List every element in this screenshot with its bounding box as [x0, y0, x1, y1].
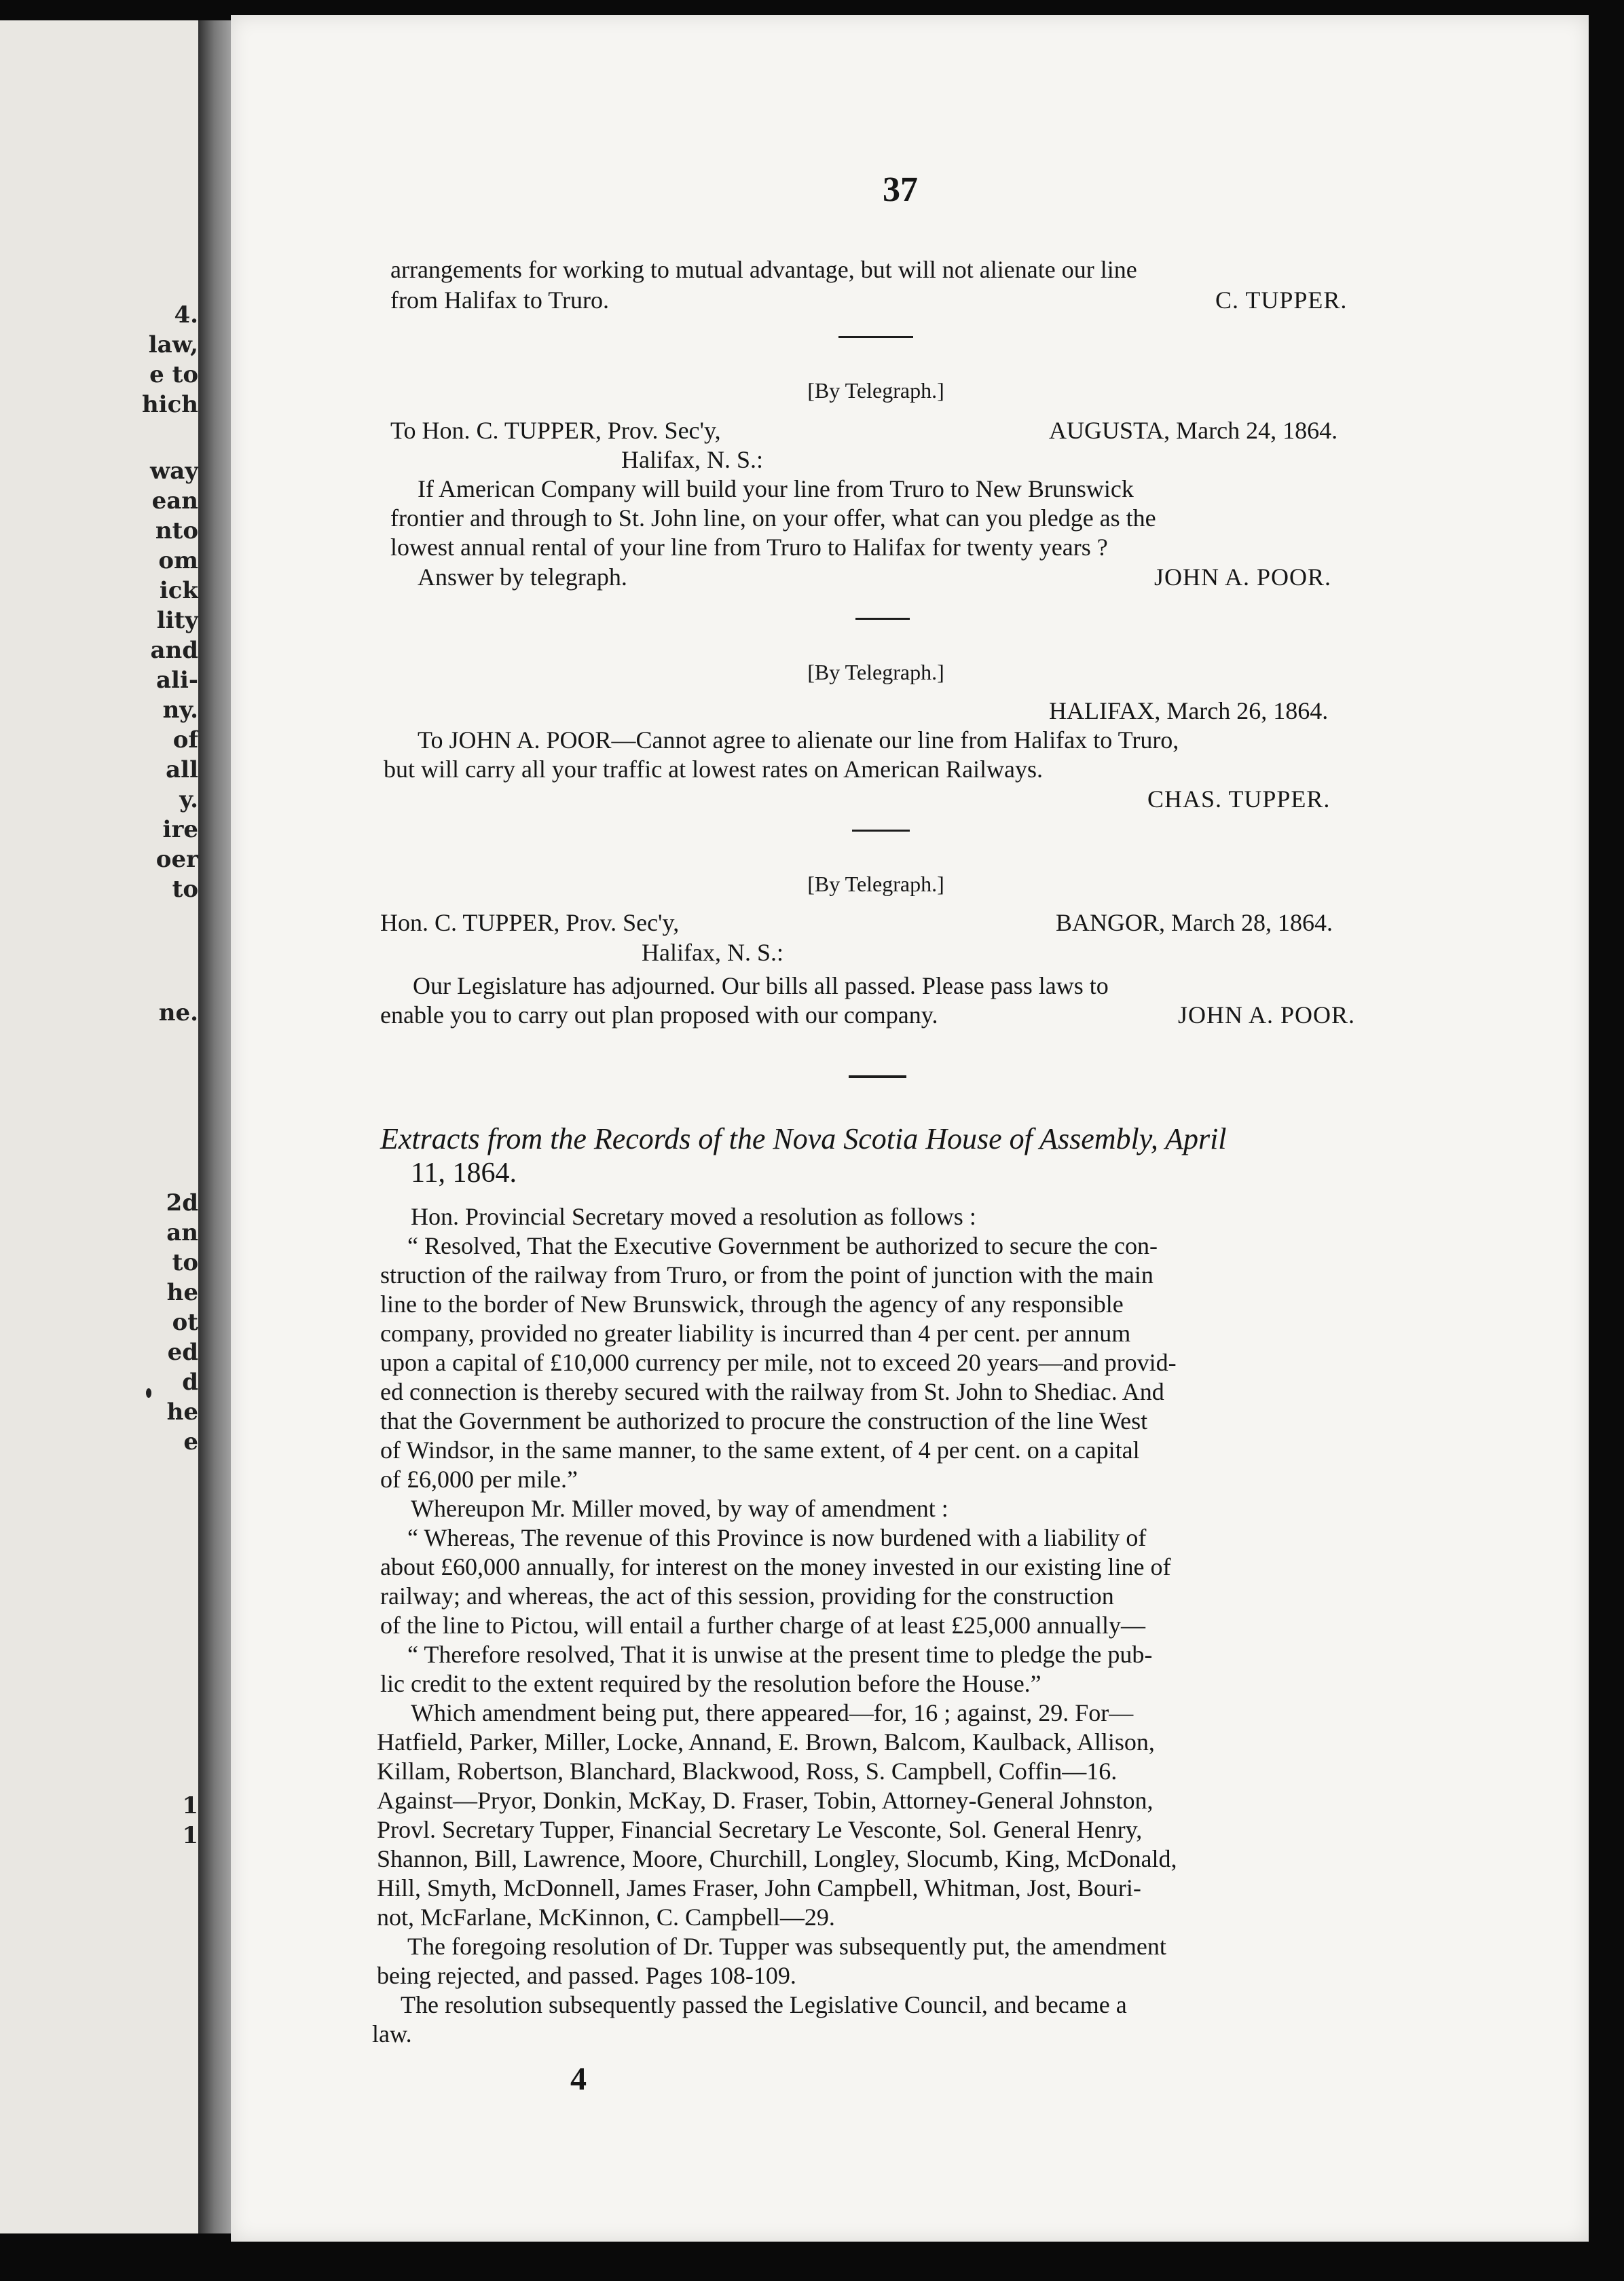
divider-rule	[849, 1075, 906, 1078]
text-line: enable you to carry out plan proposed with our company.	[380, 1001, 938, 1028]
left-page-fragment: ick	[159, 577, 198, 604]
left-page-fragment: he	[166, 1279, 198, 1306]
text-line: of Windsor, in the same manner, to the same extent, of 4 per cent. on a capital	[380, 1436, 1140, 1464]
text-line: struction of the railway from Truro, or from the point of junction with the main	[380, 1261, 1154, 1288]
left-page-fragment: oer	[155, 846, 198, 873]
left-facing-page	[0, 20, 210, 2233]
text-line: that the Government be authorized to procure the construction of the line West	[380, 1407, 1148, 1434]
telegram-address: Halifax, N. S.:	[621, 446, 763, 473]
telegram-place-date: BANGOR, March 28, 1864.	[1056, 909, 1333, 936]
divider-rule	[855, 618, 910, 620]
text-line: Shannon, Bill, Lawrence, Moore, Churchill, Longley, Slocumb, King, McDonald,	[377, 1845, 1177, 1872]
divider-rule	[838, 336, 913, 338]
left-page-fragment: all	[166, 756, 198, 783]
text-line: ed connection is thereby secured with the railway from St. John to Shediac. And	[380, 1378, 1164, 1405]
left-page-fragment: y.	[179, 786, 198, 813]
telegram-header: [By Telegraph.]	[807, 378, 944, 403]
text-line: frontier and through to St. John line, on your offer, what can you pledge as the	[390, 504, 1156, 532]
left-page-fragment: ot	[172, 1309, 198, 1336]
book-gutter	[198, 20, 234, 2233]
text-line: “ Whereas, The revenue of this Province is now burdened with a liability of	[407, 1524, 1147, 1551]
text-line: To JOHN A. POOR—Cannot agree to alienate our line from Halifax to Truro,	[418, 726, 1179, 754]
text-line: but will carry all your traffic at lowest rates on American Railways.	[384, 756, 1044, 783]
text-line: about £60,000 annually, for interest on the money invested in our existing line of	[380, 1553, 1171, 1580]
text-line: law.	[372, 2020, 412, 2047]
ink-spot	[146, 1388, 151, 1398]
text-line: company, provided no greater liability is incurred than 4 per cent. per annum	[380, 1320, 1131, 1347]
signature: JOHN A. POOR.	[1154, 563, 1332, 591]
text-line: Which amendment being put, there appeared—for, 16 ; against, 29. For—	[411, 1699, 1134, 1726]
text-line: “ Resolved, That the Executive Government be authorized to secure the con-	[407, 1232, 1158, 1259]
section-heading: Extracts from the Records of the Nova Scotia House of Assembly, April	[380, 1122, 1227, 1155]
left-page-fragment: om	[158, 547, 198, 574]
text-line: upon a capital of £10,000 currency per mile, not to exceed 20 years—and provid-	[380, 1349, 1177, 1376]
left-page-fragment: e to	[149, 361, 198, 388]
scan-border	[1589, 15, 1624, 2242]
signature: CHAS. TUPPER.	[1147, 785, 1331, 813]
telegram-header: [By Telegraph.]	[807, 660, 944, 684]
text-line: not, McFarlane, McKinnon, C. Campbell—29.	[377, 1904, 835, 1931]
text-line: Our Legislature has adjourned. Our bills all passed. Please pass laws to	[413, 972, 1109, 999]
telegram-header: [By Telegraph.]	[807, 872, 944, 896]
text-line: arrangements for working to mutual advantage, but will not alienate our line	[390, 256, 1137, 283]
text-line: Against—Pryor, Donkin, McKay, D. Fraser, Tobin, Attorney-General Johnston,	[377, 1787, 1154, 1814]
left-page-fragment: to	[172, 1249, 198, 1276]
left-page-fragment: nto	[155, 517, 198, 544]
left-page-fragment: 4.	[174, 301, 198, 329]
text-line: The resolution subsequently passed the Legislative Council, and became a	[401, 1991, 1127, 2018]
left-page-fragment: 2d	[166, 1189, 198, 1217]
telegram-addressee: To Hon. C. TUPPER, Prov. Sec'y,	[390, 417, 721, 444]
text-line: If American Company will build your line from Truro to New Brunswick	[418, 475, 1134, 502]
left-page-fragment: an	[166, 1219, 198, 1246]
text-line: Hill, Smyth, McDonnell, James Fraser, John Campbell, Whitman, Jost, Bouri-	[377, 1874, 1141, 1902]
divider-rule	[852, 830, 910, 832]
footer-signature-number: 4	[570, 2061, 587, 2097]
left-page-fragment: way	[149, 458, 198, 485]
text-line: The foregoing resolution of Dr. Tupper was subsequently put, the amendment	[407, 1933, 1166, 1960]
left-page-fragment: of	[172, 726, 198, 754]
text-line: Provl. Secretary Tupper, Financial Secretary Le Vesconte, Sol. General Henry,	[377, 1816, 1143, 1843]
text-line: Hon. Provincial Secretary moved a resolution as follows :	[411, 1203, 976, 1230]
text-line: from Halifax to Truro.	[390, 286, 609, 314]
left-page-fragment: hich	[141, 391, 198, 418]
telegram-place-date: AUGUSTA, March 24, 1864.	[1049, 417, 1338, 444]
section-heading-date: 11, 1864.	[411, 1157, 517, 1189]
left-page-fragment: e	[183, 1428, 198, 1455]
telegram-addressee: Hon. C. TUPPER, Prov. Sec'y,	[380, 909, 680, 936]
left-page-fragment: ali-	[156, 667, 198, 694]
left-page-fragment: to	[172, 876, 198, 903]
text-line: line to the border of New Brunswick, through the agency of any responsible	[380, 1291, 1124, 1318]
left-page-fragment: d	[182, 1369, 198, 1396]
text-line: lowest annual rental of your line from Truro to Halifax for twenty years ?	[390, 534, 1108, 561]
text-line: “ Therefore resolved, That it is unwise at the present time to pledge the pub-	[407, 1641, 1153, 1668]
signature: JOHN A. POOR.	[1178, 1001, 1356, 1028]
text-line: being rejected, and passed. Pages 108-109.	[377, 1962, 796, 1989]
telegram-place-date: HALIFAX, March 26, 1864.	[1049, 697, 1329, 724]
left-page-fragment: law,	[148, 331, 198, 358]
page-number: 37	[883, 170, 918, 209]
telegram-address: Halifax, N. S.:	[642, 939, 783, 966]
left-page-fragment: 1	[182, 1792, 198, 1819]
text-line: Whereupon Mr. Miller moved, by way of amendment :	[411, 1495, 948, 1522]
text-line: of the line to Pictou, will entail a further charge of at least £25,000 annually—	[380, 1612, 1146, 1639]
left-page-fragment: ean	[151, 487, 198, 515]
left-page-fragment: ire	[162, 816, 198, 843]
left-page-fragment: ne.	[158, 999, 198, 1026]
text-line: Killam, Robertson, Blanchard, Blackwood, Ross, S. Campbell, Coffin—16.	[377, 1758, 1118, 1785]
left-page-fragment: he	[166, 1398, 198, 1426]
text-line: railway; and whereas, the act of this session, providing for the construction	[380, 1582, 1114, 1610]
left-page-fragment: ed	[167, 1339, 198, 1366]
left-page-fragment: ny.	[162, 697, 198, 724]
signature: C. TUPPER.	[1215, 286, 1348, 314]
text-line: Hatfield, Parker, Miller, Locke, Annand, E. Brown, Balcom, Kaulback, Allison,	[377, 1728, 1155, 1756]
text-line: lic credit to the extent required by the resolution before the House.”	[380, 1670, 1041, 1697]
left-page-fragment: 1	[182, 1822, 198, 1849]
text-line: of £6,000 per mile.”	[380, 1466, 578, 1493]
left-page-fragment: and	[150, 637, 198, 664]
left-page-fragment: lity	[156, 607, 198, 634]
text-line: Answer by telegraph.	[418, 563, 627, 591]
